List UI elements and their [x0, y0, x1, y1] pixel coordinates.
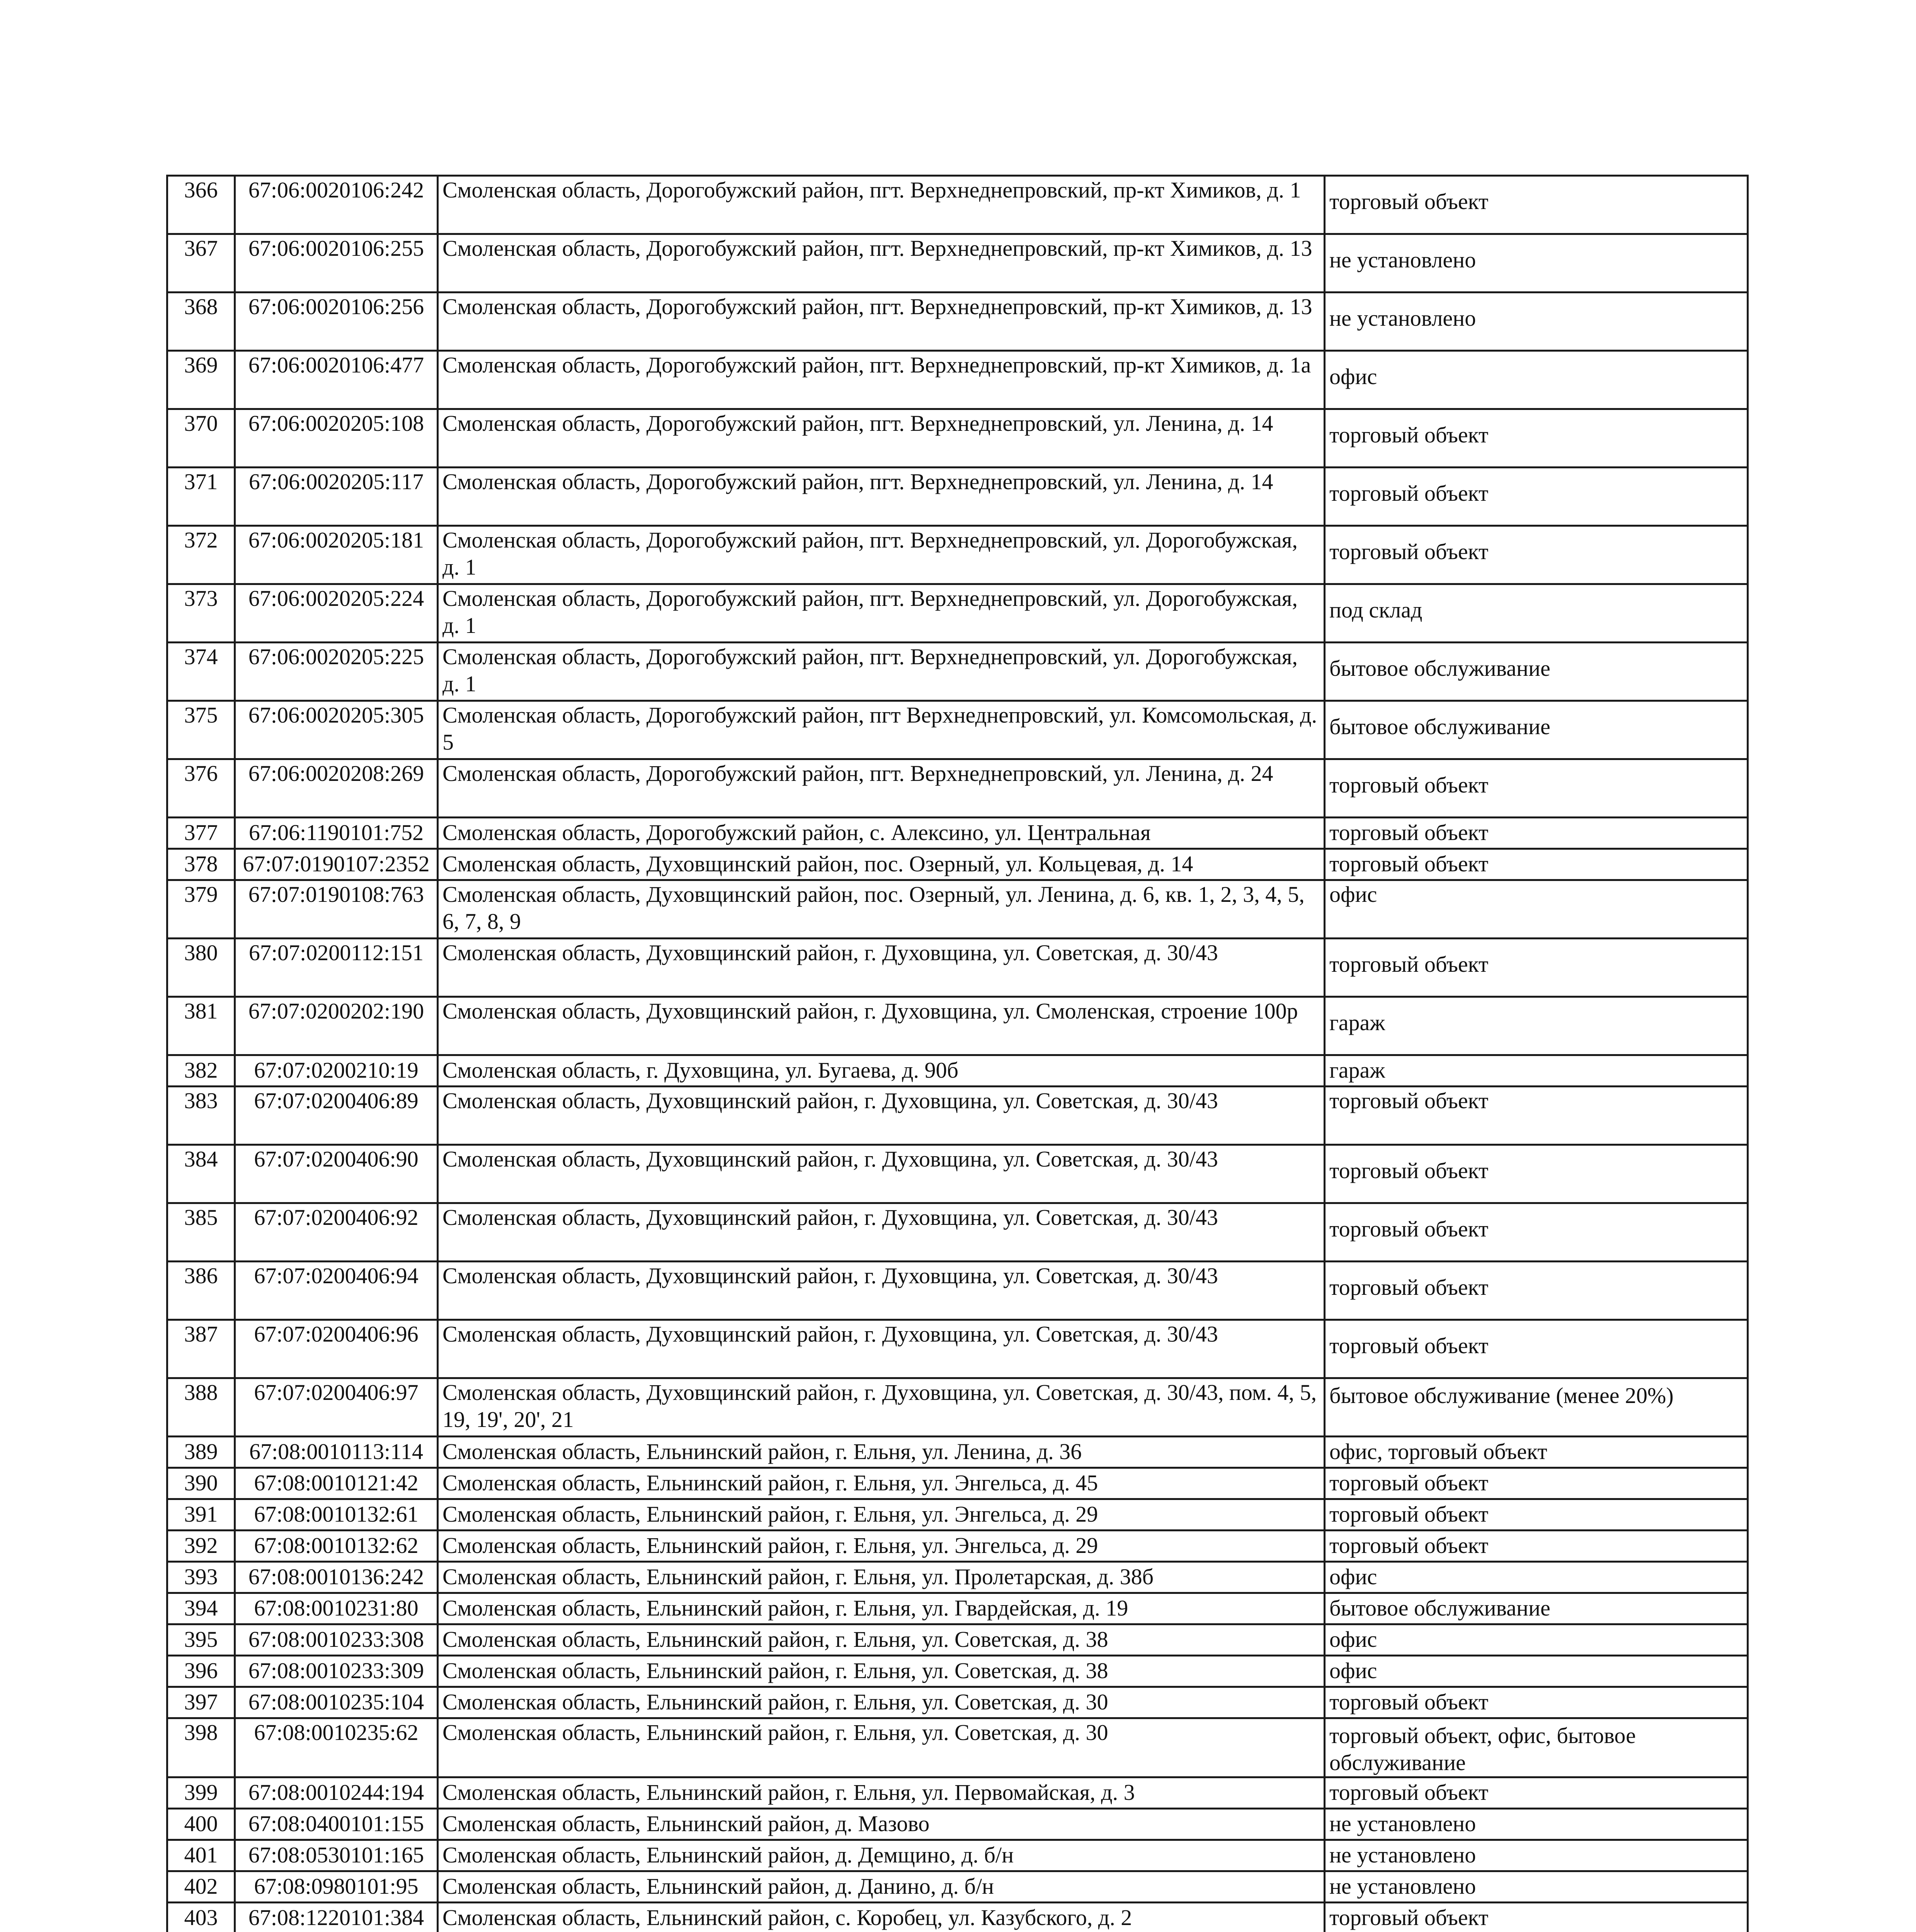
- cadastral-number: 67:06:0020205:224: [235, 584, 438, 643]
- usage-type: торговый объект: [1325, 1687, 1748, 1718]
- row-number: 388: [167, 1378, 235, 1437]
- table-row: [167, 1718, 1748, 1777]
- table-row: [167, 643, 1748, 701]
- table-row: [167, 997, 1748, 1055]
- address: Смоленская область, Ельнинский район, г. Ельня, ул. Энгельса, д. 29: [438, 1531, 1325, 1562]
- address: Смоленская область, Ельнинский район, г. Ельня, ул. Энгельса, д. 45: [438, 1468, 1325, 1499]
- address: Смоленская область, Духовщинский район, г. Духовщина, ул. Смоленская, строение 100р: [438, 997, 1325, 1055]
- row-number: 392: [167, 1531, 235, 1562]
- usage-type: торговый объект: [1325, 176, 1748, 234]
- row-number: 376: [167, 759, 235, 818]
- table-row: [167, 468, 1748, 526]
- address: Смоленская область, Дорогобужский район, с. Алексино, ул. Центральная: [438, 818, 1325, 849]
- usage-type: торговый объект: [1325, 1903, 1748, 1932]
- table-row: [167, 1203, 1748, 1262]
- row-number: 382: [167, 1055, 235, 1087]
- usage-type: торговый объект: [1325, 1087, 1748, 1145]
- cadastral-number: 67:06:0020205:108: [235, 409, 438, 468]
- address: Смоленская область, Дорогобужский район, пгт. Верхнеднепровский, пр-кт Химиков, д. 1: [438, 176, 1325, 234]
- table-row: [167, 849, 1748, 880]
- usage-type: не установлено: [1325, 1871, 1748, 1903]
- table-row: [167, 1378, 1748, 1437]
- usage-type: не установлено: [1325, 1840, 1748, 1871]
- table-row: [167, 1656, 1748, 1687]
- table-row: [167, 1687, 1748, 1718]
- row-number: 375: [167, 701, 235, 759]
- cadastral-number: 67:08:0010132:61: [235, 1499, 438, 1531]
- table-row: [167, 1871, 1748, 1903]
- table-row: [167, 818, 1748, 849]
- cadastral-number: 67:07:0200406:97: [235, 1378, 438, 1437]
- table-row: [167, 1262, 1748, 1320]
- cadastral-number: 67:06:0020205:117: [235, 468, 438, 526]
- row-number: 385: [167, 1203, 235, 1262]
- usage-type: бытовое обслуживание: [1325, 701, 1748, 759]
- address: Смоленская область, Дорогобужский район, пгт Верхнеднепровский, ул. Комсомольская, д. 5: [438, 701, 1325, 759]
- address: Смоленская область, Духовщинский район, г. Духовщина, ул. Советская, д. 30/43: [438, 1087, 1325, 1145]
- table-row: [167, 234, 1748, 293]
- address: Смоленская область, Ельнинский район, г. Ельня, ул. Гвардейская, д. 19: [438, 1593, 1325, 1624]
- address: Смоленская область, Дорогобужский район, пгт. Верхнеднепровский, ул. Ленина, д. 14: [438, 468, 1325, 526]
- table-row: [167, 880, 1748, 939]
- usage-type: не установлено: [1325, 293, 1748, 351]
- cadastral-number: 67:07:0200406:92: [235, 1203, 438, 1262]
- usage-type: торговый объект: [1325, 409, 1748, 468]
- table-row: [167, 526, 1748, 584]
- cadastral-number: 67:06:0020205:225: [235, 643, 438, 701]
- address: Смоленская область, Духовщинский район, г. Духовщина, ул. Советская, д. 30/43: [438, 1145, 1325, 1203]
- cadastral-number: 67:08:0010235:62: [235, 1718, 438, 1777]
- usage-type: торговый объект: [1325, 849, 1748, 880]
- row-number: 386: [167, 1262, 235, 1320]
- address: Смоленская область, Духовщинский район, г. Духовщина, ул. Советская, д. 30/43: [438, 1320, 1325, 1378]
- cadastral-number: 67:06:1190101:752: [235, 818, 438, 849]
- address: Смоленская область, Духовщинский район, пос. Озерный, ул. Кольцевая, д. 14: [438, 849, 1325, 880]
- address: Смоленская область, Ельнинский район, г. Ельня, ул. Первомайская, д. 3: [438, 1777, 1325, 1809]
- table-row: [167, 1087, 1748, 1145]
- table-row: [167, 1903, 1748, 1932]
- table-row: [167, 1468, 1748, 1499]
- usage-type: под склад: [1325, 584, 1748, 643]
- cadastral-number: 67:08:0530101:165: [235, 1840, 438, 1871]
- usage-type: торговый объект: [1325, 939, 1748, 997]
- cadastral-number: 67:06:0020106:255: [235, 234, 438, 293]
- row-number: 377: [167, 818, 235, 849]
- address: Смоленская область, Духовщинский район, г. Духовщина, ул. Советская, д. 30/43: [438, 939, 1325, 997]
- usage-type: офис: [1325, 351, 1748, 409]
- cadastral-number: 67:07:0200406:90: [235, 1145, 438, 1203]
- row-number: 370: [167, 409, 235, 468]
- usage-type: офис, торговый объект: [1325, 1437, 1748, 1468]
- row-number: 387: [167, 1320, 235, 1378]
- cadastral-number: 67:07:0190107:2352: [235, 849, 438, 880]
- usage-type: офис: [1325, 1624, 1748, 1656]
- table-row: [167, 1055, 1748, 1087]
- registry-table-body: [167, 176, 1748, 1932]
- table-row: [167, 1145, 1748, 1203]
- cadastral-number: 67:07:0200210:19: [235, 1055, 438, 1087]
- address: Смоленская область, Дорогобужский район, пгт. Верхнеднепровский, пр-кт Химиков, д. 13: [438, 293, 1325, 351]
- table-row: [167, 409, 1748, 468]
- usage-type: бытовое обслуживание: [1325, 643, 1748, 701]
- usage-type: торговый объект: [1325, 818, 1748, 849]
- row-number: 371: [167, 468, 235, 526]
- table-row: [167, 351, 1748, 409]
- table-row: [167, 1840, 1748, 1871]
- usage-type: торговый объект: [1325, 1262, 1748, 1320]
- row-number: 397: [167, 1687, 235, 1718]
- cadastral-number: 67:08:0010233:308: [235, 1624, 438, 1656]
- row-number: 396: [167, 1656, 235, 1687]
- address: Смоленская область, Ельнинский район, г. Ельня, ул. Энгельса, д. 29: [438, 1499, 1325, 1531]
- address: Смоленская область, Ельнинский район, д. Мазово: [438, 1809, 1325, 1840]
- address: Смоленская область, Ельнинский район, г. Ельня, ул. Советская, д. 38: [438, 1624, 1325, 1656]
- address: Смоленская область, Ельнинский район, д. Данино, д. б/н: [438, 1871, 1325, 1903]
- cadastral-number: 67:07:0190108:763: [235, 880, 438, 939]
- address: Смоленская область, Духовщинский район, г. Духовщина, ул. Советская, д. 30/43: [438, 1203, 1325, 1262]
- address: Смоленская область, Духовщинский район, г. Духовщина, ул. Советская, д. 30/43: [438, 1262, 1325, 1320]
- row-number: 384: [167, 1145, 235, 1203]
- table-row: [167, 1624, 1748, 1656]
- row-number: 373: [167, 584, 235, 643]
- usage-type: офис: [1325, 1656, 1748, 1687]
- cadastral-number: 67:06:0020205:181: [235, 526, 438, 584]
- cadastral-number: 67:08:0400101:155: [235, 1809, 438, 1840]
- cadastral-number: 67:07:0200112:151: [235, 939, 438, 997]
- row-number: 366: [167, 176, 235, 234]
- table-row: [167, 293, 1748, 351]
- address: Смоленская область, Дорогобужский район, пгт. Верхнеднепровский, пр-кт Химиков, д. 13: [438, 234, 1325, 293]
- address: Смоленская область, Дорогобужский район, пгт. Верхнеднепровский, ул. Ленина, д. 14: [438, 409, 1325, 468]
- usage-type: торговый объект: [1325, 1145, 1748, 1203]
- cadastral-number: 67:08:0010233:309: [235, 1656, 438, 1687]
- row-number: 372: [167, 526, 235, 584]
- row-number: 403: [167, 1903, 235, 1932]
- address: Смоленская область, Ельнинский район, г. Ельня, ул. Советская, д. 30: [438, 1687, 1325, 1718]
- usage-type: не установлено: [1325, 1809, 1748, 1840]
- table-row: [167, 1562, 1748, 1593]
- table-row: [167, 176, 1748, 234]
- usage-type: торговый объект: [1325, 468, 1748, 526]
- usage-type: не установлено: [1325, 234, 1748, 293]
- cadastral-number: 67:08:0010121:42: [235, 1468, 438, 1499]
- registry-table: [166, 175, 1749, 1932]
- cadastral-number: 67:08:0010231:80: [235, 1593, 438, 1624]
- address: Смоленская область, Ельнинский район, г. Ельня, ул. Советская, д. 30: [438, 1718, 1325, 1777]
- table-row: [167, 1531, 1748, 1562]
- row-number: 389: [167, 1437, 235, 1468]
- address: Смоленская область, Ельнинский район, д. Демщино, д. б/н: [438, 1840, 1325, 1871]
- table-row: [167, 1809, 1748, 1840]
- row-number: 374: [167, 643, 235, 701]
- table-row: [167, 584, 1748, 643]
- table-row: [167, 1593, 1748, 1624]
- cadastral-number: 67:06:0020208:269: [235, 759, 438, 818]
- address: Смоленская область, г. Духовщина, ул. Бугаева, д. 90б: [438, 1055, 1325, 1087]
- row-number: 398: [167, 1718, 235, 1777]
- usage-type: гараж: [1325, 1055, 1748, 1087]
- row-number: 368: [167, 293, 235, 351]
- address: Смоленская область, Дорогобужский район, пгт. Верхнеднепровский, ул. Дорогобужская, д. 1: [438, 584, 1325, 643]
- row-number: 400: [167, 1809, 235, 1840]
- address: Смоленская область, Ельнинский район, с. Коробец, ул. Казубского, д. 2: [438, 1903, 1325, 1932]
- cadastral-number: 67:08:0980101:95: [235, 1871, 438, 1903]
- table-row: [167, 1320, 1748, 1378]
- table-row: [167, 1777, 1748, 1809]
- table-row: [167, 701, 1748, 759]
- cadastral-number: 67:08:0010113:114: [235, 1437, 438, 1468]
- cadastral-number: 67:07:0200202:190: [235, 997, 438, 1055]
- usage-type: торговый объект: [1325, 526, 1748, 584]
- row-number: 381: [167, 997, 235, 1055]
- cadastral-number: 67:07:0200406:89: [235, 1087, 438, 1145]
- address: Смоленская область, Духовщинский район, г. Духовщина, ул. Советская, д. 30/43, пом. 4, 5, 19, 19', 20', 21: [438, 1378, 1325, 1437]
- address: Смоленская область, Ельнинский район, г. Ельня, ул. Пролетарская, д. 38б: [438, 1562, 1325, 1593]
- row-number: 390: [167, 1468, 235, 1499]
- cadastral-number: 67:06:0020205:305: [235, 701, 438, 759]
- usage-type: торговый объект: [1325, 1468, 1748, 1499]
- cadastral-number: 67:08:1220101:384: [235, 1903, 438, 1932]
- usage-type: торговый объект: [1325, 1531, 1748, 1562]
- usage-type: офис: [1325, 1562, 1748, 1593]
- usage-type: бытовое обслуживание: [1325, 1593, 1748, 1624]
- row-number: 401: [167, 1840, 235, 1871]
- usage-type: бытовое обслуживание (менее 20%): [1325, 1378, 1748, 1437]
- table-row: [167, 939, 1748, 997]
- cadastral-number: 67:08:0010235:104: [235, 1687, 438, 1718]
- row-number: 378: [167, 849, 235, 880]
- usage-type: торговый объект: [1325, 1203, 1748, 1262]
- cadastral-number: 67:08:0010244:194: [235, 1777, 438, 1809]
- usage-type: гараж: [1325, 997, 1748, 1055]
- address: Смоленская область, Дорогобужский район, пгт. Верхнеднепровский, пр-кт Химиков, д. 1а: [438, 351, 1325, 409]
- usage-type: торговый объект: [1325, 1499, 1748, 1531]
- row-number: 367: [167, 234, 235, 293]
- cadastral-number: 67:06:0020106:477: [235, 351, 438, 409]
- row-number: 391: [167, 1499, 235, 1531]
- address: Смоленская область, Ельнинский район, г. Ельня, ул. Советская, д. 38: [438, 1656, 1325, 1687]
- usage-type: торговый объект: [1325, 759, 1748, 818]
- address: Смоленская область, Дорогобужский район, пгт. Верхнеднепровский, ул. Дорогобужская, д. 1: [438, 526, 1325, 584]
- row-number: 379: [167, 880, 235, 939]
- usage-type: торговый объект, офис, бытовое обслуживание: [1325, 1718, 1748, 1777]
- cadastral-number: 67:07:0200406:94: [235, 1262, 438, 1320]
- row-number: 402: [167, 1871, 235, 1903]
- usage-type: торговый объект: [1325, 1320, 1748, 1378]
- row-number: 369: [167, 351, 235, 409]
- cadastral-number: 67:06:0020106:256: [235, 293, 438, 351]
- address: Смоленская область, Ельнинский район, г. Ельня, ул. Ленина, д. 36: [438, 1437, 1325, 1468]
- row-number: 393: [167, 1562, 235, 1593]
- cadastral-number: 67:08:0010136:242: [235, 1562, 438, 1593]
- usage-type: торговый объект: [1325, 1777, 1748, 1809]
- address: Смоленская область, Дорогобужский район, пгт. Верхнеднепровский, ул. Ленина, д. 24: [438, 759, 1325, 818]
- cadastral-number: 67:08:0010132:62: [235, 1531, 438, 1562]
- row-number: 399: [167, 1777, 235, 1809]
- cadastral-number: 67:07:0200406:96: [235, 1320, 438, 1378]
- row-number: 383: [167, 1087, 235, 1145]
- row-number: 394: [167, 1593, 235, 1624]
- row-number: 395: [167, 1624, 235, 1656]
- row-number: 380: [167, 939, 235, 997]
- table-row: [167, 1437, 1748, 1468]
- address: Смоленская область, Духовщинский район, пос. Озерный, ул. Ленина, д. 6, кв. 1, 2, 3, 4, 5, 6, 7, 8, 9: [438, 880, 1325, 939]
- table-row: [167, 759, 1748, 818]
- cadastral-number: 67:06:0020106:242: [235, 176, 438, 234]
- usage-type: офис: [1325, 880, 1748, 939]
- address: Смоленская область, Дорогобужский район, пгт. Верхнеднепровский, ул. Дорогобужская, д. 1: [438, 643, 1325, 701]
- table-row: [167, 1499, 1748, 1531]
